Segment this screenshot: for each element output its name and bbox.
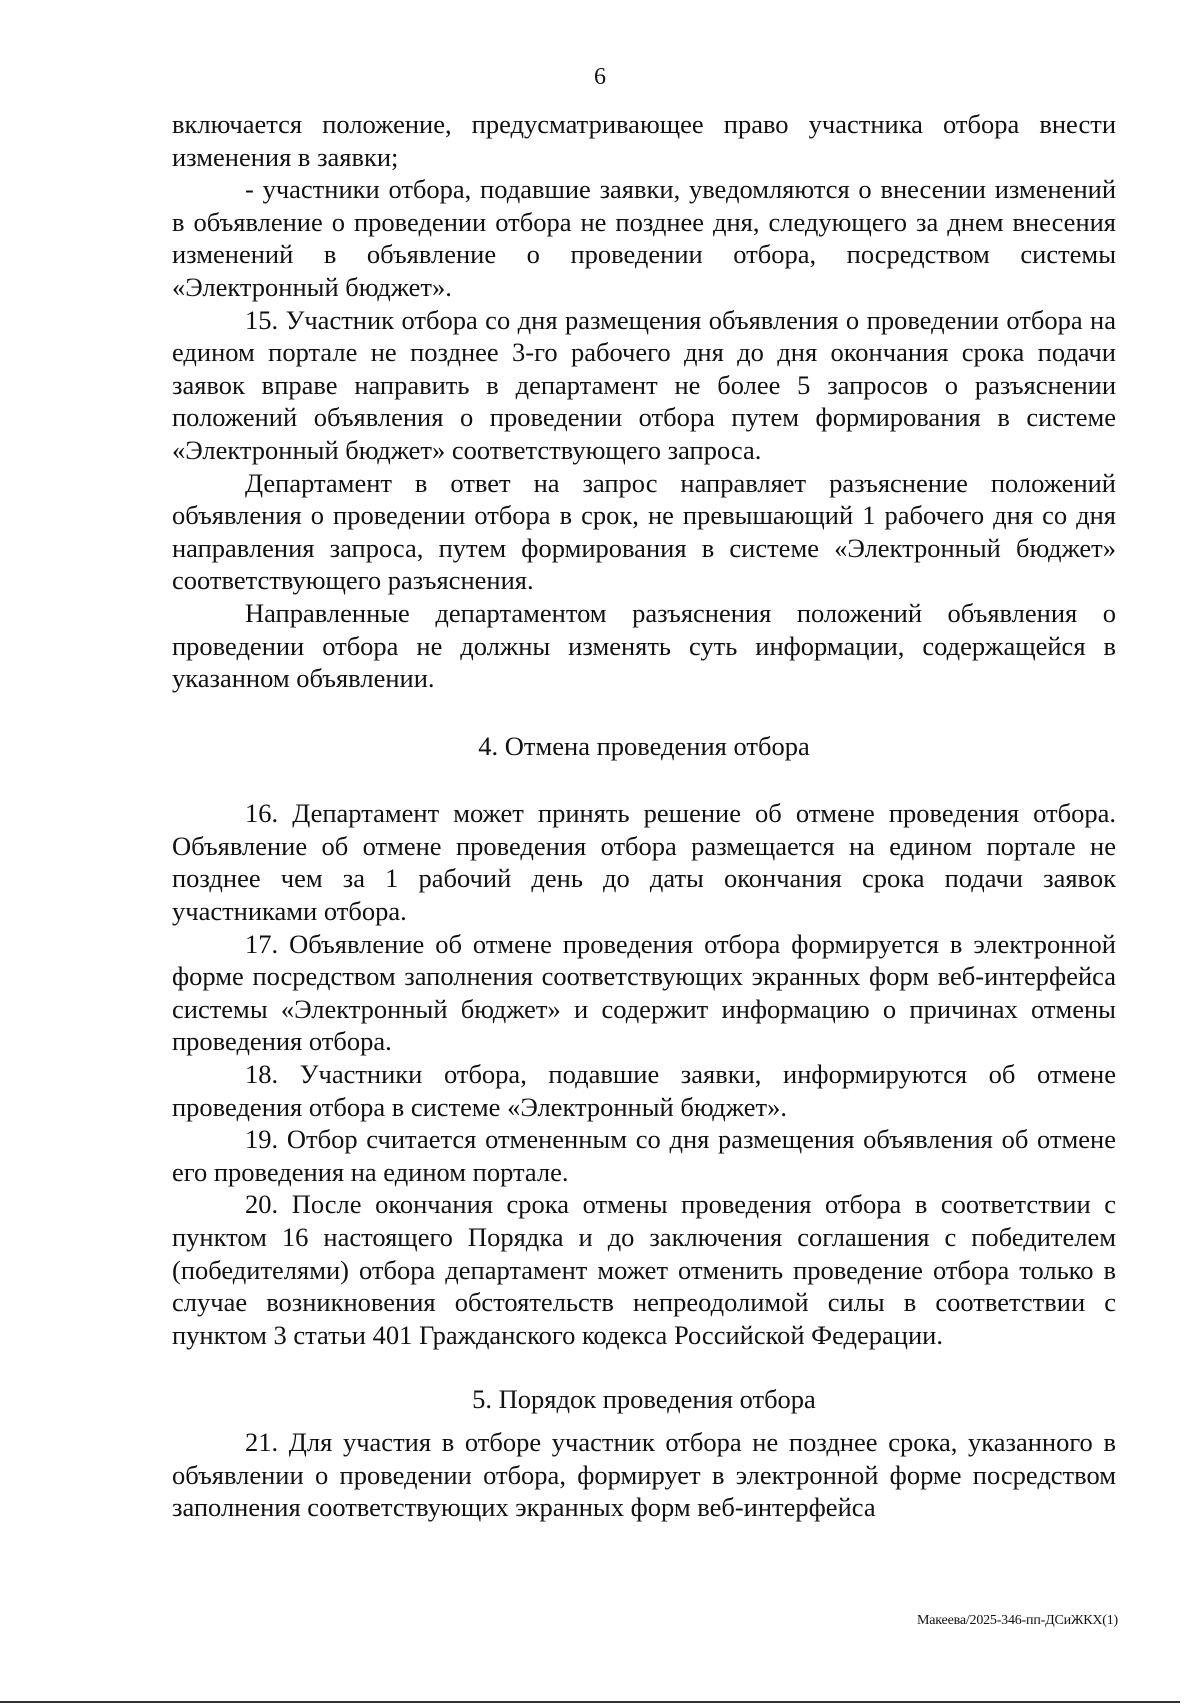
page-number: 6 [594,64,606,90]
paragraph-item-16: 16. Департамент может принять решение об отмене проведения отбора. Объявление об отмене проведения отбора размещается на едином портале не позднее чем за 1 рабочий день до даты окончания срока подачи заявок участниками отбора. [172,798,1116,927]
section-5-heading: 5. Порядок проведения отбора [472,1384,816,1415]
paragraph-clarifications: Направленные департаментом разъяснения положений объявления о проведении отбора не должны изменять суть информации, содержащейся в указанном объявлении. [172,597,1116,694]
paragraph-item-21: 21. Для участия в отборе участник отбора не позднее срока, указанного в объявлении о проведении отбора, формирует в электронной форме посредством заполнения соответствующих экранных форм веб-интерфейса [172,1426,1116,1523]
section-4-heading: 4. Отмена проведения отбора [478,730,810,761]
paragraph-item-19: 19. Отбор считается отмененным со дня размещения объявления об отмене его проведения на едином портале. [172,1124,1116,1187]
document-body [172,108,1116,1524]
paragraph-notification: - участники отбора, подавшие заявки, уведомляются о внесении изменений в объявление о проведении отбора не позднее дня, следующего за днем внесения изменений в объявление о проведении отбора, посредством системы «Электронный бюджет». [172,174,1116,302]
paragraph-item-17: 17. Объявление об отмене проведения отбора формируется в электронной форме посредством заполнения соответствующих экранных форм веб-интерфейса системы «Электронный бюджет» и содержит информацию о причинах отмены проведения отбора. [172,928,1116,1057]
paragraph-item-20: 20. После окончания срока отмены проведения отбора в соответствии с пунктом 16 настоящего Порядка и до заключения соглашения с победителем (победителями) отбора департамент может отменить проведение отбора только в случае возникновения обстоятельств непреодолимой силы в соответствии с пунктом 3 статьи 401 Гражданского кодекса Российской Федерации. [172,1189,1116,1350]
paragraph-item-15: 15. Участник отбора со дня размещения объявления о проведении отбора на едином портале не позднее 3-го рабочего дня до дня окончания срока подачи заявок вправе направить в департамент не более 5 запросов о разъяснении положений объявления о проведении отбора путем формирования в системе «Электронный бюджет» соответствующего запроса. [172,304,1116,465]
paragraph-continuation: включается положение, предусматривающее право участника отбора внести изменения в заявки; [172,109,1116,172]
paragraph-department-response: Департамент в ответ на запрос направляет разъяснение положений объявления о проведении отбора в срок, не превышающий 1 рабочего дня со дня направления запроса, путем формирования в системе «Электронный бюджет» соответствующего разъяснения. [172,467,1116,596]
document-footer-code: Макеева/2025-346-пп-ДСиЖКХ(1) [917,1613,1118,1628]
paragraph-item-18: 18. Участники отбора, подавшие заявки, информируются об отмене проведения отбора в системе «Электронный бюджет». [172,1059,1116,1122]
scan-edge-line [0,1701,1180,1703]
